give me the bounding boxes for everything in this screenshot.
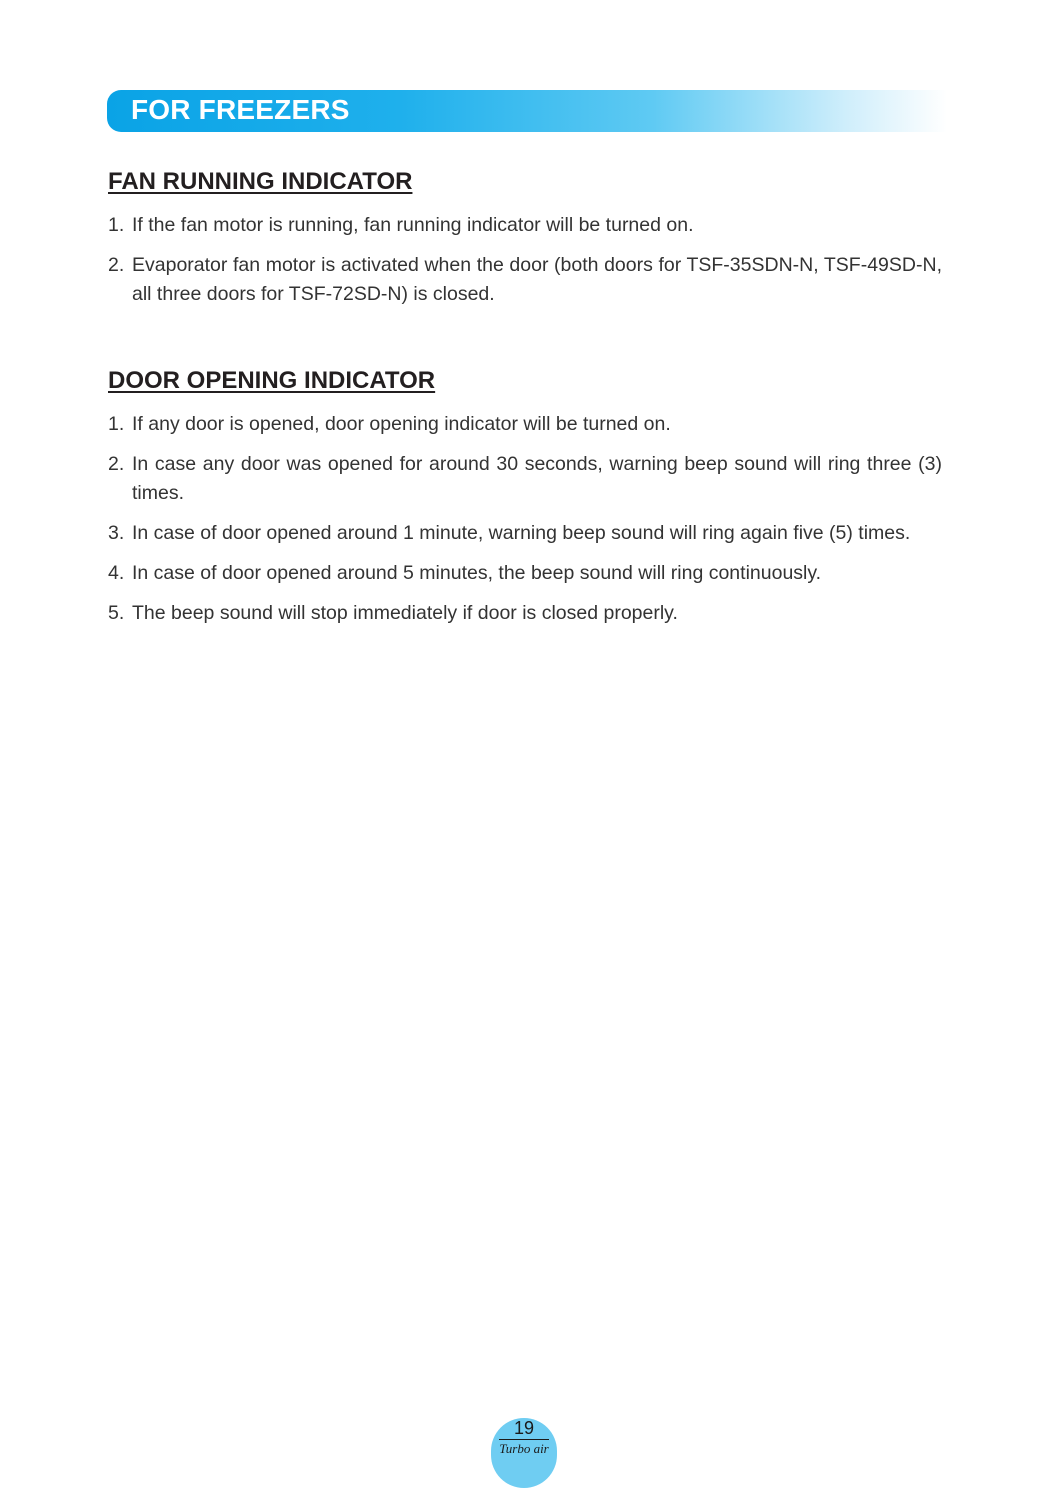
item-text: In case of door opened around 1 minute, warning beep sound will ring again five (5) times. [132,522,911,544]
fan-running-list [108,211,942,320]
item-text: If any door is opened, door opening indicator will be turned on. [132,413,671,435]
item-number: 2. [108,453,125,475]
list-item [108,450,942,508]
item-text: The beep sound will stop immediately if door is closed properly. [132,602,678,624]
item-number: 1. [108,214,125,236]
item-number: 2. [108,254,125,276]
page-number-tab [491,1418,557,1488]
list-item [108,599,942,628]
door-opening-heading: DOOR OPENING INDICATOR [108,367,436,394]
item-text: In case of door opened around 5 minutes, the beep sound will ring continuously. [132,562,822,584]
fan-running-heading: FAN RUNNING INDICATOR [108,168,413,195]
list-item [108,211,942,240]
list-item [108,410,942,439]
brand-logo: Turbo air [499,1441,549,1456]
item-number: 4. [108,562,125,584]
page-number-rule [499,1439,549,1440]
item-text: In case any door was opened for around 30 seconds, warning beep sound will ring three (3) times. [132,453,942,504]
item-number: 3. [108,522,125,544]
list-item [108,251,942,309]
item-text: Evaporator fan motor is activated when the door (both doors for TSF-35SDN-N, TSF-49SD-N, all three doors for TSF-72SD-N) is closed. [132,254,942,305]
section-banner [107,90,947,132]
door-opening-list [108,410,942,639]
item-number: 5. [108,602,125,624]
list-item [108,559,942,588]
item-text: If the fan motor is running, fan running indicator will be turned on. [132,214,694,236]
list-item [108,519,942,548]
item-number: 1. [108,413,125,435]
banner-title: FOR FREEZERS [131,94,350,125]
page-number: 19 [513,1418,535,1438]
